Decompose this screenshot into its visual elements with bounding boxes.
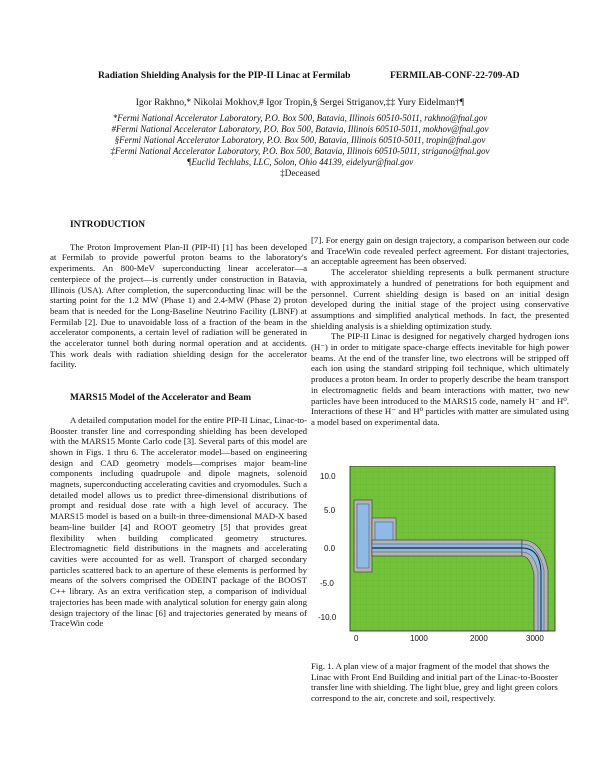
introduction-paragraph: The Proton Improvement Plan-II (PIP-II) [1] has been developed at Fermilab to provide powerful proton beams to the laboratory's experiments. An 800-MeV superconducting linear accelerator—a centerpiece of the project—is currently under construction in Batavia, Illinois (USA). After completion, the superconducting linac will be the starting point for the 1.2 MW (Phase 1) and 2.4-MW (Phase 2) proton beam that is needed for the Long-Baseline Neutrino Facility (LBNF) at Fermilab [2]. Due to unavoidable loss of a fraction of the beam in the accelerator components, a certain level of radiation will be generated in the accelerator tunnel both during normal operation and at accidents. This work deals with radiation shielding design for the accelerator facility.: [50, 241, 307, 370]
y-tick-5: 5.0: [324, 506, 336, 515]
author-list: Igor Rakhno,* Nikolai Mokhov,# Igor Tropin,§ Sergei Striganov,‡‡ Yury Eidelman†¶: [135, 97, 465, 108]
right-paragraph-3: The PIP-II Linac is designed for negatively charged hydrogen ions (H⁻) in order to mitigate space-charge effects inevitable for high power beams. At the end of the transfer line, two electrons will be stripped off each ion using the standard stripping foil technique, which ultimately produces a proton beam. In order to properly describe the beam transport in electromagnetic fields and beam interactions with matter, two new particles have been introduced to the MARS15 code, namely H⁻ and H⁰. Interactions of these H⁻ and H⁰ particles with matter are simulated using a model based on experimental data.: [311, 331, 569, 427]
y-tick-m10: -10.0: [318, 613, 337, 622]
report-id: FERMILAB-CONF-22-709-AD: [390, 70, 520, 81]
right-paragraph-2: The accelerator shielding represents a bulk permanent structure with approximately a hundred of penetrations for both equipment and personnel. Current shielding design is based on an initial design developed during the initial stage of the project using conservative assumptions and simplified analytical methods. In fact, the presented shielding analysis is a shielding optimization study.: [311, 267, 569, 331]
figure-1-caption: Fig. 1. A plan view of a major fragment of the model that shows the Linac with Front End Building and initial part of the Linac-to-Booster transfer line with shielding. The light blue, grey and light green colors correspond to the air, concrete and soil, respectively.: [311, 661, 558, 704]
affiliation-2: #Fermi National Accelerator Laboratory, P.O. Box 500, Batavia, Illinois 60510-5011, mokhov@fnal.gov: [111, 124, 489, 134]
right-column: [311, 235, 569, 428]
affiliation-4: ‡Fermi National Accelerator Laboratory, P.O. Box 500, Batavia, Illinois 60510-5011, strigano@fnal.gov: [110, 146, 490, 156]
left-column: [50, 220, 307, 629]
figure-1: [318, 466, 558, 642]
model-heading: MARS15 Model of the Accelerator and Beam: [70, 393, 252, 404]
paper-title: Radiation Shielding Analysis for the PIP-II Linac at Fermilab: [98, 70, 351, 81]
y-tick-0: 0.0: [324, 544, 336, 553]
x-tick-2000: 2000: [470, 634, 488, 642]
deceased-note: ‡Deceased: [280, 168, 320, 178]
affiliation-5: ¶Euclid Techlabs, LLC, Solon, Ohio 44139, eidelyur@fnal.gov: [186, 157, 414, 167]
figure-1-plan-view: [318, 466, 558, 642]
x-tick-1000: 1000: [410, 634, 428, 642]
y-tick-m5: -5.0: [320, 579, 334, 588]
right-paragraph-1: [7]. For energy gain on design trajectory, a comparison between our code and TraceWin code revealed perfect agreement. For distant trajectories, an acceptable agreement has been observed.: [311, 235, 569, 267]
x-tick-0: 0: [354, 634, 359, 642]
affiliation-1: *Fermi National Accelerator Laboratory, P.O. Box 500, Batavia, Illinois 60510-5011, rakhno@fnal.gov: [112, 113, 488, 123]
introduction-heading: INTRODUCTION: [70, 220, 146, 230]
affiliation-block: [0, 113, 600, 179]
model-paragraph: A detailed computation model for the entire PIP-II Linac, Linac-to-Booster transfer line and corresponding shielding has been developed with the MARS15 Monte Carlo code [3]. Several parts of this model are shown in Figs. 1 thru 6. The accelerator model—based on engineering design and CAD geometry models—comprises major beam-line components including quadrupole and dipole magnets, solenoid magnets, superconducting accelerating cavities and cryomodules. Such a detailed model allows us to predict three-dimensional distributions of prompt and residual dose rate with a high level of accuracy. The MARS15 model is based on a built-in three-dimensional MAD-X based beam-line builder [4] and ROOT geometry [5] that provides great flexibility when building complicated geometry structures. Electromagnetic field distributions in the magnets and accelerating cavities were accounted for as well. Transport of charged secondary particles scattered back to an aperture of these elements is performed by means of the solvers comprised the ODEINT package of the BOOST C++ library. As an extra verification step, a comparison of individual trajectories has been made with analytical solution for energy gain along design trajectory of the linac [6] and trajectories generated by means of TraceWin code: [50, 414, 307, 629]
x-tick-3000: 3000: [526, 634, 544, 642]
affiliation-3: §Fermi National Accelerator Laboratory, P.O. Box 500, Batavia, Illinois 60510-5011, tropin@fnal.gov: [114, 135, 486, 145]
y-tick-10: 10.0: [320, 472, 336, 481]
